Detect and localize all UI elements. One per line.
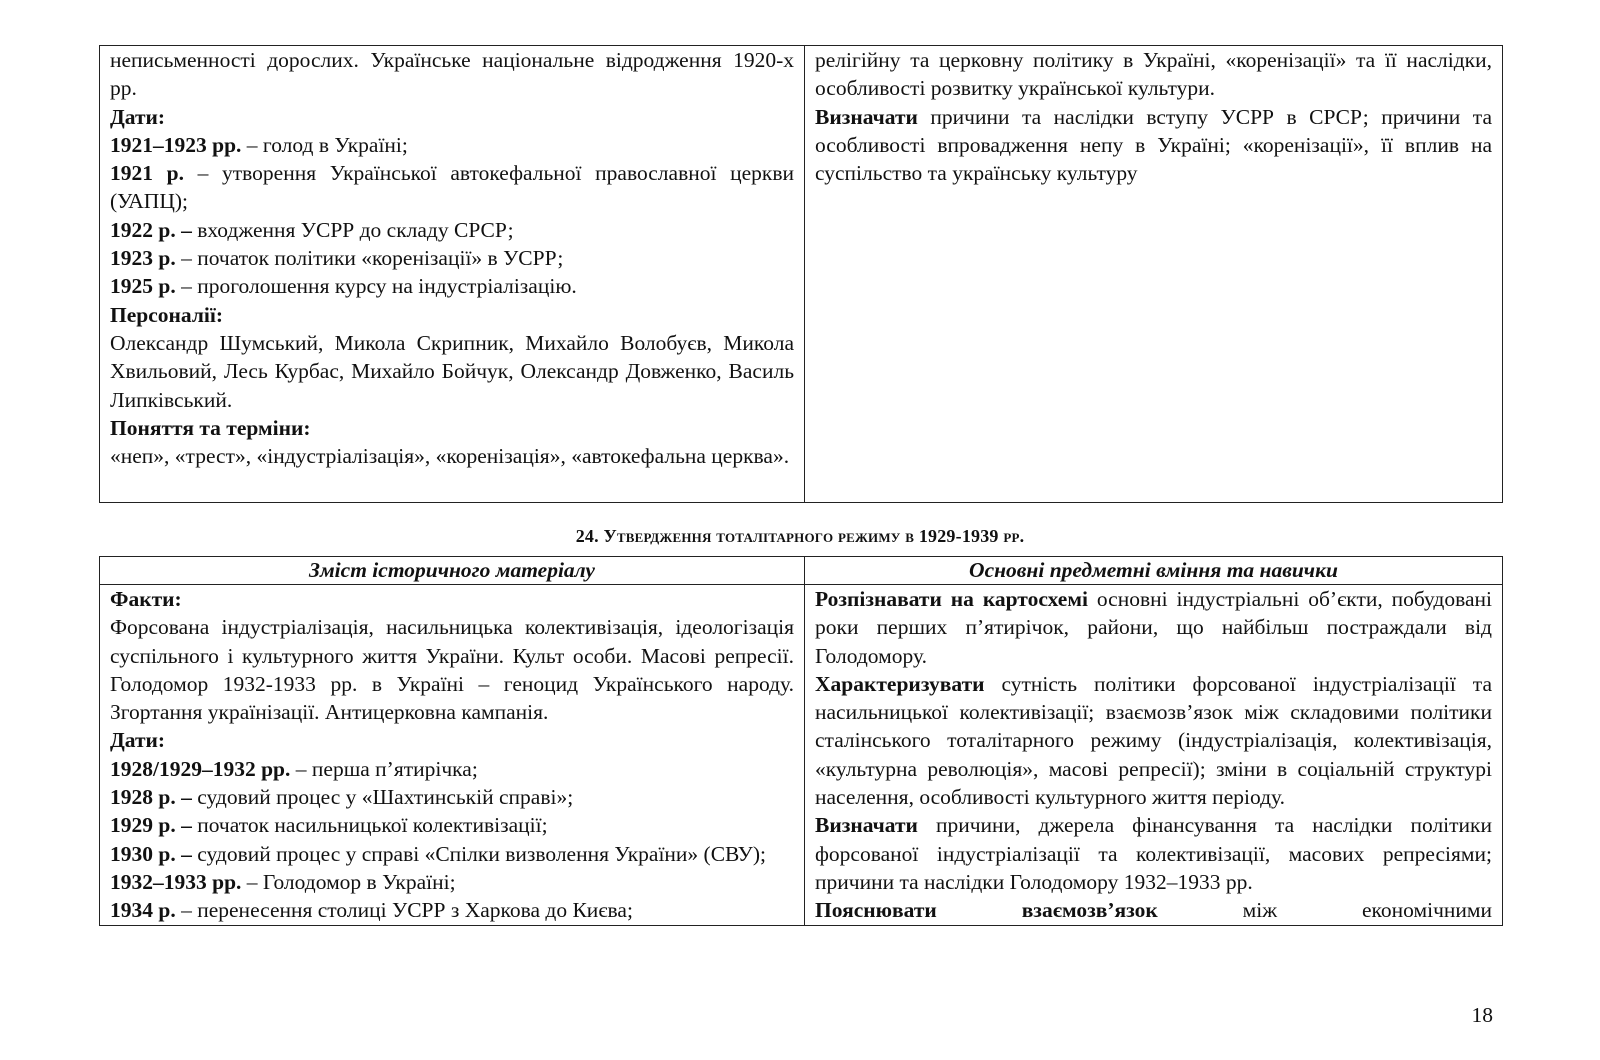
date-label: 1925 р. xyxy=(110,274,176,299)
date-description: – проголошення курсу на індустріалізацію. xyxy=(175,274,577,299)
skill-verb: Визначати xyxy=(815,104,918,129)
dates-heading: Дати: xyxy=(110,728,166,753)
date-label: 1930 р. – xyxy=(110,841,192,866)
date-description: – Голодомор в Україні; xyxy=(241,869,456,894)
date-entry xyxy=(110,131,794,159)
skill-description: причини та наслідки вступу УСРР в СРСР; причини та особливості впровадження непу в Україні; «коренізації», її вплив на суспільство та українську культуру xyxy=(815,104,1492,186)
date-description: – перша п’ятирічка; xyxy=(290,756,478,781)
section-title: 24. Утвердження тоталітарного режиму в 1929-1939 рр. xyxy=(575,526,1025,546)
continued-table xyxy=(99,45,1503,503)
personalities-list: Олександр Шумський, Микола Скрипник, Михайло Волобуєв, Микола Хвильовий, Лесь Курбас, Михайло Бойчук, Олександр Довженко, Василь Липківський. xyxy=(110,330,794,412)
column-header-content: Зміст історичного матеріалу xyxy=(100,557,805,585)
date-description: – початок політики «коренізації» в УСРР; xyxy=(175,246,564,271)
date-description: – голод в Україні; xyxy=(241,132,408,157)
skill-description: сутність політики форсованої індустріалізації та насильницької колективізації; взаємозв’язок між складовими політики сталінського тоталітарного режиму (індустріалізація, колективізація, «культурна революція», масові репресії); зміни в соціальній структурі населення, особливості культурного життя періоду. xyxy=(815,671,1492,810)
content-cell xyxy=(100,585,805,926)
skill-entry xyxy=(815,896,1492,924)
skill-verb: Характеризувати xyxy=(815,671,985,696)
date-entry xyxy=(110,783,794,811)
date-label: 1921–1923 рр. xyxy=(110,132,242,157)
facts-heading: Факти: xyxy=(110,587,182,611)
date-label: 1921 р. xyxy=(110,161,184,186)
facts-paragraph: Форсована індустріалізація, насильницька колективізація, ідеологізація суспільного і культурного життя України. Культ особи. Масові репресії. Голодомор 1932-1933 рр. в Україні – геноцид Українського народу. Згортання українізації. Антицерковна кампанія. xyxy=(110,615,794,725)
skill-description: основні індустріальні об’єкти, побудовані роки перших п’ятирічок, райони, що найбільш постраждали від Голодомору. xyxy=(815,587,1492,668)
date-entry xyxy=(110,840,794,868)
dates-heading: Дати: xyxy=(110,104,166,129)
date-entry xyxy=(110,244,794,272)
date-label: 1928 р. – xyxy=(110,785,192,810)
page-number: 18 xyxy=(1471,1003,1493,1027)
skill-entry xyxy=(815,585,1492,670)
skill-verb: Пояснювати взаємозв’язок xyxy=(815,898,1158,923)
terms-list: «неп», «трест», «індустріалізація», «коренізація», «автокефальна церква». xyxy=(110,444,790,469)
date-entry xyxy=(110,811,794,839)
date-label: 1934 р. xyxy=(110,898,176,923)
date-description: – перенесення столиці УСРР з Харкова до Києва; xyxy=(175,898,633,923)
date-description: судовий процес у справі «Спілки визволення України» (СВУ); xyxy=(191,841,767,866)
date-label: 1929 р. – xyxy=(110,813,192,838)
terms-heading: Поняття та терміни: xyxy=(110,415,311,440)
date-entry xyxy=(110,868,794,896)
date-entry xyxy=(110,159,794,216)
content-cell xyxy=(100,46,805,503)
skill-entry xyxy=(815,811,1492,896)
skill-verb: Визначати xyxy=(815,813,918,838)
date-label: 1923 р. xyxy=(110,246,176,271)
paragraph: релігійну та церковну політику в Україні, «коренізації» та її наслідки, особливості розвитку української культури. xyxy=(815,48,1492,101)
skill-entry xyxy=(815,670,1492,811)
date-description: – утворення Української автокефальної православної церкви (УАПЦ); xyxy=(110,161,794,214)
date-description: початок насильницької колективізації; xyxy=(191,813,548,838)
skill-description: причини, джерела фінансування та наслідки політики форсованої індустріалізації та колективізації, масових репресіями; причини та наслідки Голодомору 1932–1933 рр. xyxy=(815,813,1492,894)
date-label: 1932–1933 рр. xyxy=(110,869,242,894)
date-description: входження УСРР до складу СРСР; xyxy=(191,217,514,242)
section-table xyxy=(99,556,1503,926)
skills-cell xyxy=(805,46,1503,503)
date-entry xyxy=(110,216,794,244)
personalities-heading: Персоналії: xyxy=(110,302,224,327)
date-label: 1928/1929–1932 рр. xyxy=(110,756,291,781)
date-description: судовий процес у «Шахтинській справі»; xyxy=(191,785,574,810)
skill-entry xyxy=(815,103,1492,188)
date-entry xyxy=(110,896,794,924)
date-entry xyxy=(110,755,794,783)
date-entry xyxy=(110,272,794,300)
column-header-skills: Основні предметні вміння та навички xyxy=(805,557,1503,585)
paragraph: неписьменності дорослих. Українське національне відродження 1920-х рр. xyxy=(110,48,794,101)
skill-verb: Розпізнавати на картосхемі xyxy=(815,587,1088,611)
skills-cell xyxy=(805,585,1503,926)
skill-description: між економічними xyxy=(1157,898,1492,923)
date-label: 1922 р. – xyxy=(110,217,192,242)
